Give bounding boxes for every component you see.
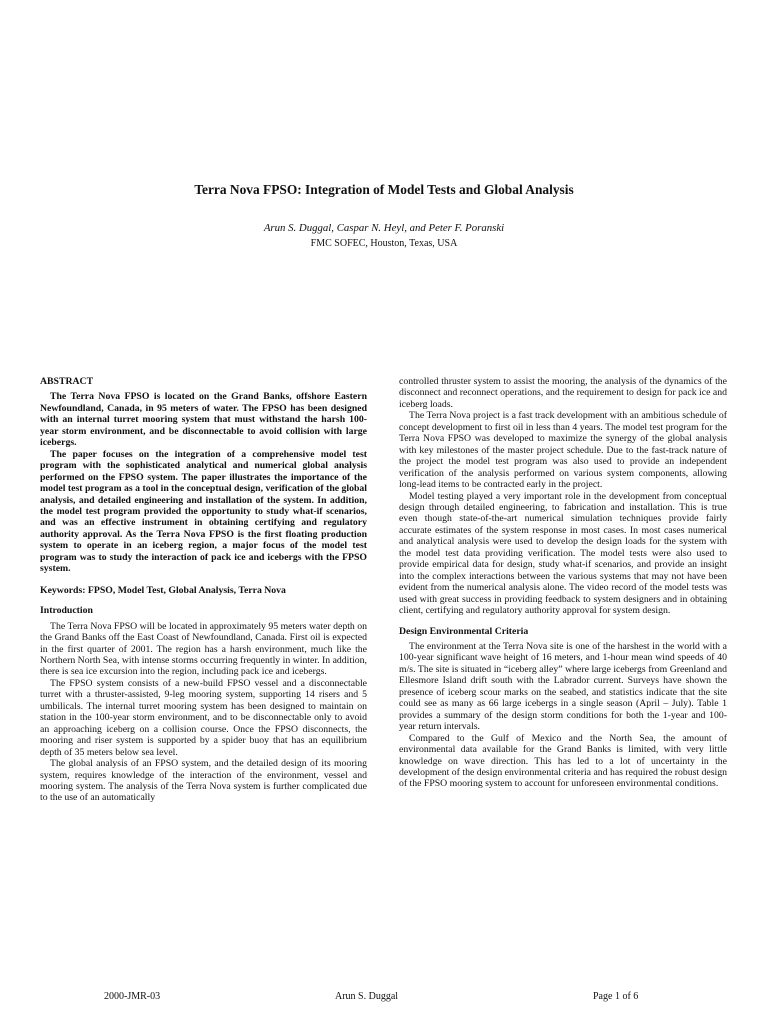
abstract-paragraph: The Terra Nova FPSO is located on the Grand Banks, offshore Eastern Newfoundland, Canada, in 95 meters of water. The FPSO has been designed with an internal turret mooring system that must withstand the harsh 100-year storm environment, and be disconnectable to avoid collision with large icebergs. [40, 391, 367, 449]
footer-author: Arun S. Duggal [335, 991, 399, 1002]
abstract-heading: ABSTRACT [40, 376, 94, 387]
abstract-paragraph: The paper focuses on the integration of a comprehensive model test program with the sophisticated analytical and numerical global analysis performed on the FPSO system. The paper illustrates the importance of the model test program as a tool in the conceptual design, verification of the global analysis, and detailed engineering and installation of the system. In addition, the model test program provided the opportunity to study what-if scenarios, and was an effective instrument in obtaining certifying and regulatory authority approval. As the Terra Nova FPSO is the first floating production system to operate in an iceberg region, a major focus of the model test program was to study the interaction of pack ice and icebergs with the FPSO system. [40, 448, 367, 575]
footer-document-id: 2000-JMR-03 [104, 991, 161, 1002]
design-environmental-criteria-heading: Design Environmental Criteria [399, 625, 529, 637]
body-paragraph: The FPSO system consists of a new-build FPSO vessel and a disconnectable turret with a thruster-assisted, 9-leg mooring system, supporting 14 risers and 5 umbilicals. The internal turret mooring system has been designed to maintain on station in the 100-year storm environment, and to be disconnectable only to avoid an approaching iceberg on a collision course. Once the FPSO disconnects, the mooring and riser system is supported by a spider buoy that has an equilibrium depth of 35 meters below sea level. [40, 677, 367, 758]
right-column [399, 376, 727, 790]
footer-page-number: Page 1 of 6 [593, 991, 639, 1002]
keywords: Keywords: FPSO, Model Test, Global Analysis, Terra Nova [40, 584, 286, 596]
affiliation: FMC SOFEC, Houston, Texas, USA [310, 238, 458, 249]
body-paragraph: The environment at the Terra Nova site is one of the harshest in the world with a 100-year significant wave height of 16 meters, and 1-hour mean wind speeds of 40 m/s. The site is situated in “iceberg alley” where large icebergs from Greenland and Ellesmore Island drift south with the Labrador current. Surveys have shown the presence of iceberg scour marks on the seabed, and statistics indicate that the site could see as many as 66 large icebergs in a single season (April – July). Table 1 provides a summary of the design storm conditions for both the 1-year and 100-year return intervals. [399, 640, 727, 733]
body-paragraph: The Terra Nova FPSO will be located in approximately 95 meters water depth on the Grand Banks off the East Coast of Newfoundland, Canada. First oil is expected in the first quarter of 2001. The region has a harsh environment, much like the Northern North Sea, with intense storms occurring frequently in winter. In addition, there is sea ice excursion into the region, including pack ice and icebergs. [40, 620, 367, 678]
page-title: Terra Nova FPSO: Integration of Model Tests and Global Analysis [194, 182, 574, 197]
body-paragraph: Model testing played a very important role in the development from conceptual design through detailed engineering, to fabrication and installation. This is true even though state-of-the-art numerical simulation techniques provide fairly accurate estimates of the system response in most cases. In most cases numerical and analytical analysis were used to develop the design loads for the system with the model test data providing verification. The model tests were also used to provide empirical data for design, study what-if scenarios, and provide an insight into the complex interactions between the various systems that may not have been evident from the numerical analysis alone. The video record of the model tests was used with great success in providing feedback to system designers and in obtaining client, certifying and regulatory authority approval for system design. [399, 490, 727, 617]
body-paragraph: The Terra Nova project is a fast track development with an ambitious schedule of concept development to first oil in less than 4 years. The model test program for the Terra Nova FPSO was developed to maximize the synergy of the global analysis with key milestones of the master project schedule. Due to the fast-track nature of the project the model test program was also used to provide an independent verification of the analysis performed on various system components, allowing long-lead items to be contracted early in the project. [399, 410, 727, 491]
left-column [40, 376, 367, 804]
body-paragraph: Compared to the Gulf of Mexico and the North Sea, the amount of environmental data available for the Grand Banks is limited, with very little knowledge on wave direction. This has led to a lot of uncertainty in the development of the design environmental criteria and has required the robust design of the FPSO mooring system to account for unforeseen environmental conditions. [399, 732, 727, 790]
body-paragraph: The global analysis of an FPSO system, and the detailed design of its mooring system, requires knowledge of the interaction of the environment, vessel and mooring system. The analysis of the Terra Nova system is further complicated due to the use of an automatically [40, 758, 367, 804]
body-paragraph-continued: controlled thruster system to assist the mooring, the analysis of the dynamics of the disconnect and reconnect operations, and the requirement to design for pack ice and iceberg loads. [399, 376, 727, 410]
introduction-heading: Introduction [40, 605, 93, 617]
author-list: Arun S. Duggal, Caspar N. Heyl, and Peter F. Poranski [263, 222, 505, 234]
